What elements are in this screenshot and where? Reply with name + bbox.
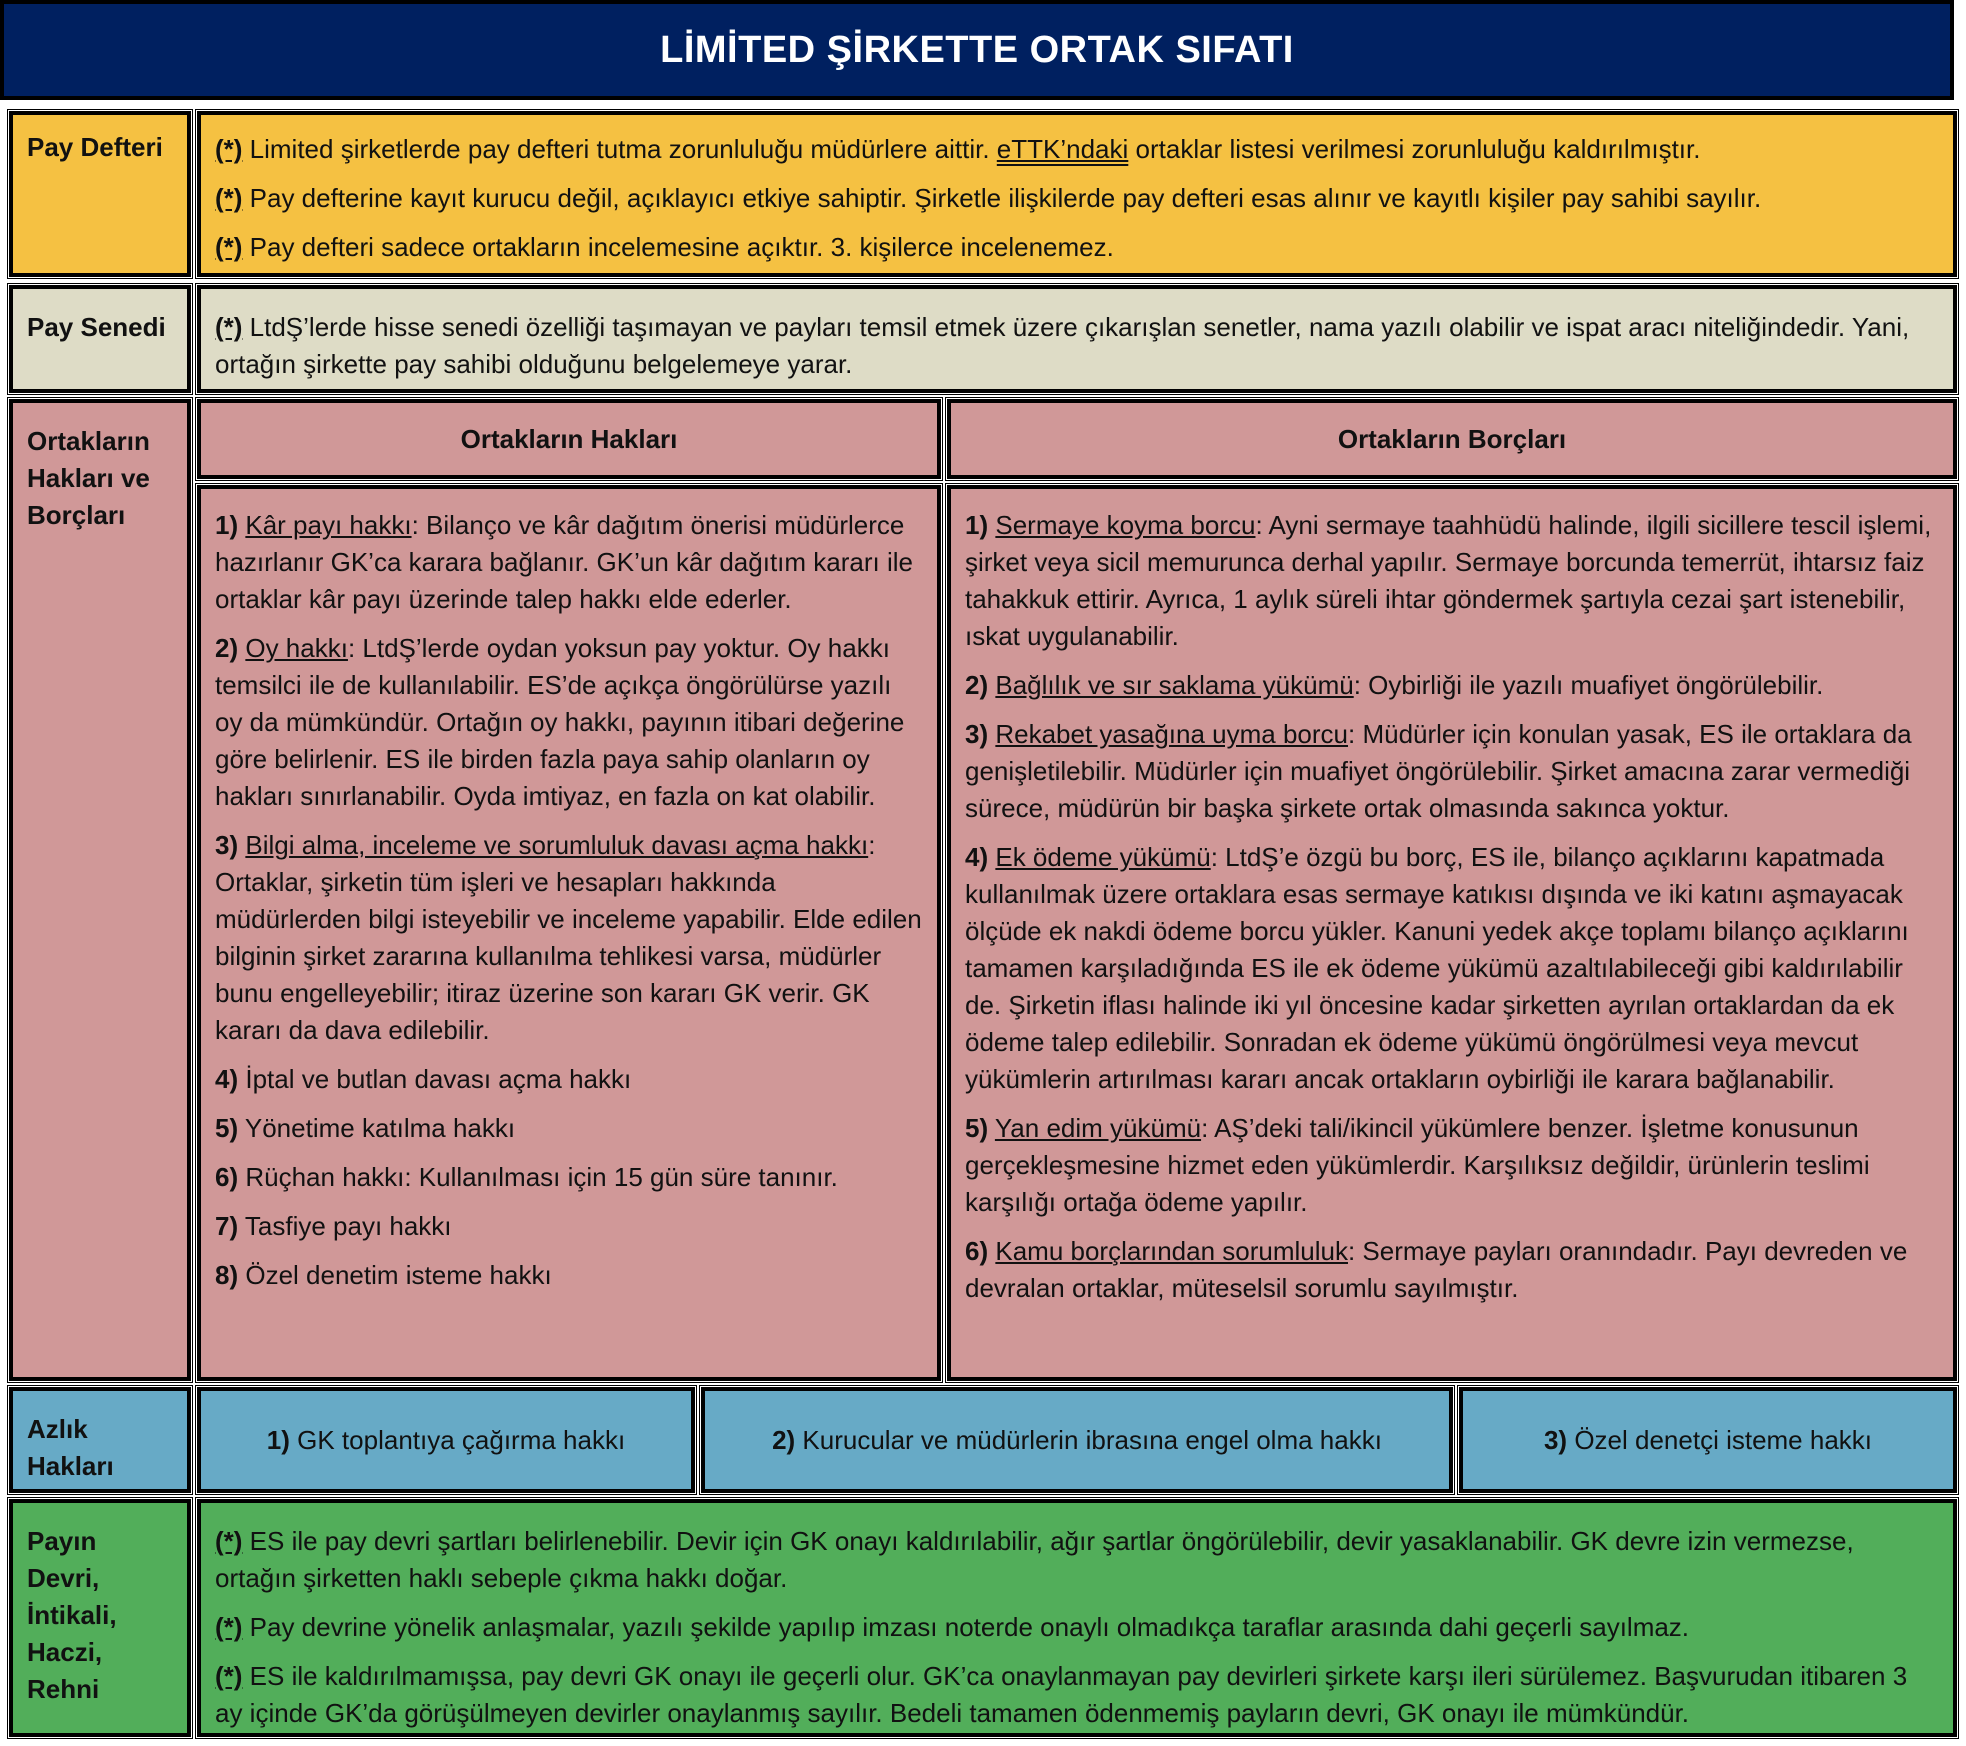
hak-item: 3) Bilgi alma, inceleme ve sorumluluk davası açma hakkı: Ortaklar, şirketin tüm işleri ve hesapları hakkında müdürlerden bilgi isteyebilir ve inceleme yapabilir. Elde edilen bilginin şirket zararına kullanılma tehlikesi varsa, müdürler bunu engelleyebilir; itiraz üzerine son kararı GK verir. GK kararı da dava edilebilir. [215,830,922,1045]
hak-item: 4) İptal ve butlan davası açma hakkı [215,1064,632,1094]
azlik-label: Azlık Hakları [10,1388,190,1492]
devir-item: (*) ES ile kaldırılmamışsa, pay devri GK onayı ile geçerli olur. GK’ca onaylanmayan pay devirleri şirkete karşı ileri sürülemez. Başvurudan itibaren 3 ay içinde GK’da görüşülmeyen devirler onaylanmış sayılır. Bedeli tamamen ödenmemiş payların devri, GK onayı ile mümkündür. [215,1661,1908,1728]
pay-defteri-item: (*) Pay defterine kayıt kurucu değil, açıklayıcı etkiye sahiptir. Şirketle ilişkilerde pay defteri esas alınır ve kayıtlı kişiler pay sahibi sayılır. [215,183,1762,213]
azlik-item-2: 2) Kurucular ve müdürlerin ibrasına engel olma hakkı [702,1388,1452,1492]
azlik-item-3: 3) Özel denetçi isteme hakkı [1460,1388,1956,1492]
pay-senedi-label: Pay Senedi [10,286,190,392]
devir-item: (*) Pay devrine yönelik anlaşmalar, yazılı şekilde yapılıp imzası noterde onaylı olmadıkça taraflar arasında dahi geçerli sayılmaz. [215,1612,1690,1642]
pay-senedi-content [198,286,1956,392]
borclar-list [948,486,1956,1380]
hak-item: 8) Özel denetim isteme hakkı [215,1260,552,1290]
borc-item: 4) Ek ödeme yükümü: LtdŞ’e özgü bu borç, ES ile, bilanço açıklarını kapatmada kullanılmak üzere ortaklara esas sermaye katıkısı dışında ve iki katını aşmayacak ölçüde ek nakdi ödeme borcu yükler. Kanuni yedek akçe toplamı bilanço açıklarını tamamen karşıladığında ES ile ek ödeme yükümü azaltılabileceği gibi kaldırılabilir de. Şirketin iflası halinde iki yıl öncesine kadar şirketten ayrılan ortaklardan da ek ödeme talep edilebilir. Sonradan ek ödeme yükümü öngörülmesi veya mevcut yükümlerin artırılması kararı ancak ortakların oybirliği ile karara bağlanabilir. [965,842,1909,1094]
devir-item: (*) ES ile pay devri şartları belirlenebilir. Devir için GK onayı kaldırılabilir, ağır şartlar öngörülebilir, devir yasaklanabilir. GK devre izin vermezse, ortağın şirketten haklı sebeple çıkma hakkı doğar. [215,1526,1854,1593]
hak-item: 5) Yönetime katılma hakkı [215,1113,516,1143]
page-title: LİMİTED ŞİRKETTE ORTAK SIFATI [0,0,1954,100]
pay-defteri-label: Pay Defteri [10,112,190,276]
hak-item: 7) Tasfiye payı hakkı [215,1211,452,1241]
borc-item: 5) Yan edim yükümü: AŞ’deki tali/ikincil yükümlere benzer. İşletme konusunun gerçekleşmesine hizmet eden yükümlerdir. Karşılıksız değildir, ürünlerin teslimi karşılığı ortağa ödeme yapılır. [965,1113,1870,1217]
haklar-header: Ortakların Hakları [198,400,940,478]
haklar-list [198,486,940,1380]
hak-item: 1) Kâr payı hakkı: Bilanço ve kâr dağıtım önerisi müdürlerce hazırlanır GK’ca karara bağlanır. GK’un kâr dağıtım kararı ile ortaklar kâr payı üzerinde talep hakkı elde ederler. [215,510,913,614]
borclar-header: Ortakların Borçları [948,400,1956,478]
haklar-borclar-label: Ortakların Hakları ve Borçları [10,400,190,1380]
borc-item: 2) Bağlılık ve sır saklama yükümü: Oybirliği ile yazılı muafiyet öngörülebilir. [965,670,1824,700]
azlik-item-1: 1) GK toplantıya çağırma hakkı [198,1388,694,1492]
pay-senedi-text: (*) LtdŞ’lerde hisse senedi özelliği taşımayan ve payları temsil etmek üzere çıkarışlan senetler, nama yazılı olabilir ve ispat aracı niteliğindedir. Yani, ortağın şirkette pay sahibi olduğunu belgelemeye yarar. [215,312,1910,379]
borc-item: 3) Rekabet yasağına uyma borcu: Müdürler için konulan yasak, ES ile ortaklara da genişletilebilir. Müdürler için muafiyet öngörülebilir. Şirket amacına zarar vermediği sürece, müdürün bir başka şirkete ortak olmasında sakınca yoktur. [965,719,1912,823]
hak-item: 6) Rüçhan hakkı: Kullanılması için 15 gün süre tanınır. [215,1162,838,1192]
pay-defteri-content [198,112,1956,276]
borc-item: 6) Kamu borçlarından sorumluluk: Sermaye payları oranındadır. Payı devreden ve devralan ortaklar, müteselsil sorumlu sayılmıştır. [965,1236,1908,1303]
pay-defteri-item: (*) Limited şirketlerde pay defteri tutma zorunluluğu müdürlere aittir. eTTK’ndaki ortaklar listesi verilmesi zorunluluğu kaldırılmıştır. [215,134,1701,164]
hak-item: 2) Oy hakkı: LtdŞ’lerde oydan yoksun pay yoktur. Oy hakkı temsilci ile de kullanılabilir. ES’de açıkça öngörülürse yazılı oy da mümkündür. Ortağın oy hakkı, payının itibari değerine göre belirlenir. ES ile birden fazla paya sahip olanların oy hakları sınırlanabilir. Oyda imtiyaz, en fazla on kat olabilir. [215,633,905,811]
pay-defteri-item: (*) Pay defteri sadece ortakların incelemesine açıktır. 3. kişilerce incelenemez. [215,232,1114,262]
borc-item: 1) Sermaye koyma borcu: Ayni sermaye taahhüdü halinde, ilgili sicillere tescil işlemi, şirket veya sicil memurunca derhal yapılır. Sermaye borcunda temerrüt, ihtarsız faiz tahakkuk ettirir. Ayrıca, 1 aylık süreli ihtar göndermek şartıyla cezai şart istenebilir, ıskat uygulanabilir. [965,510,1932,651]
devir-label: Payın Devri, İntikali, Haczi, Rehni [10,1500,190,1736]
devir-content [198,1500,1956,1736]
